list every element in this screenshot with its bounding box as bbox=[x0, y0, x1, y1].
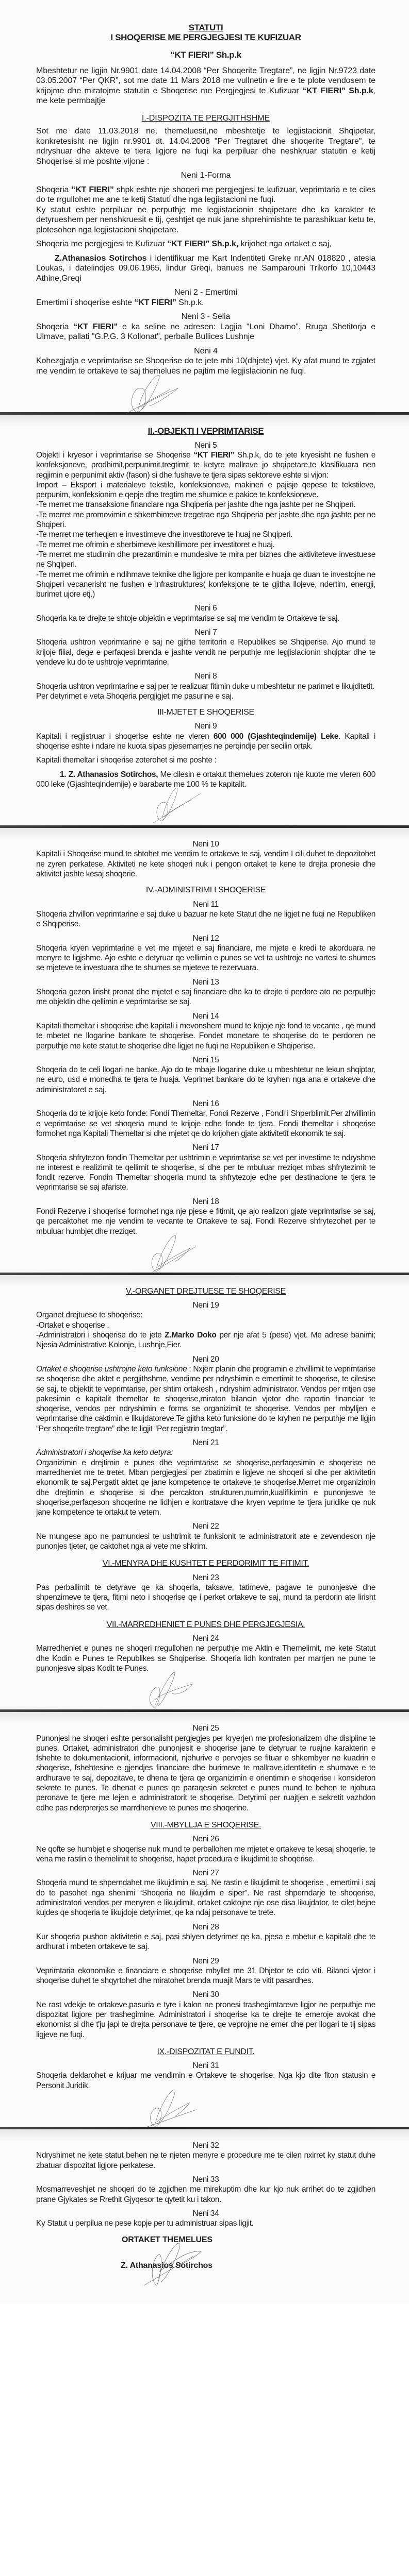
text: Ortaket e shoqerise ushtrojne keto funksione bbox=[36, 1364, 187, 1374]
paragraph: Shoqeria deklarohet e krijuar me vendimin e Ortakeve te shoqerise. Nga kjo dite fiton statusin e Personit Juridik. bbox=[36, 2071, 375, 2090]
paragraph bbox=[36, 732, 375, 752]
text: Me cilesin e ortakut themelues zoteron nje kuote me vleren 600 000 leke (Gjashteqindemije) e barabarte me 100 % te kapitalit. bbox=[36, 770, 375, 789]
article-title: Neni 25 bbox=[192, 1724, 219, 1733]
paragraph: Shoqeria ka te drejte te shtoje objektin e veprimtarise se saj me vendim te Ortakeve te saj. bbox=[36, 614, 340, 623]
paragraph bbox=[36, 1364, 375, 1434]
company-ref: “KT FIERI” bbox=[193, 450, 235, 460]
text: Objekti i kryesor i veprimtarise se Shoqerise bbox=[36, 450, 194, 460]
article-title: Neni 6 bbox=[194, 604, 217, 613]
article-title: Neni 23 bbox=[192, 1573, 219, 1582]
text: shpk eshte nje shoqeri me pergjegjesi te kufizuar, veprimtaria e te ciles do te rrgullohet me ane te ketij Statuti dhe nga legjistacioni ne fuqi. bbox=[36, 185, 376, 205]
article-title: Neni 8 bbox=[194, 672, 217, 681]
paragraph: Import – Eksport i materialeve tekstile, konfeksioneve, makineri e pajisje qepese te tekstileve, perpunim, konfeksionim e qepje dhe tregtim me shumice e pakice te konfeksioneve. bbox=[36, 480, 375, 500]
text: Shoqeria bbox=[36, 322, 74, 331]
page-shadow bbox=[0, 2129, 409, 2141]
page-shadow bbox=[0, 1275, 409, 1286]
signature-image bbox=[146, 786, 208, 823]
article-title: Neni 16 bbox=[192, 1099, 219, 1109]
paragraph: Administratori i shoqerise ka keto detyra: bbox=[36, 1448, 173, 1458]
article-title: Neni 27 bbox=[192, 1869, 219, 1878]
paragraph: Organizimin e drejtimin e punes dhe veprimtarise se shoqerise,perfaqesimin e shoqerise ne marredheniet me te tretet. Mban pergjegjesi per zbatimin e ligjeve ne shoqeri si dhe per aktivitetin ekonomik te saj.Pergatit aktet qe jane kompetence te ortakeve te shoqerise.Merret me organizimin dhe drejtimin e shoqerise si dhe percakton strukturen,numrin,kualifikimin e punonjesve te shoqerise,perfaqeson shoqerine ne lidhjen e kontratave dhe kryen veprime te tjera juridike qe nuk jane kompetence te ortakut te vetem. bbox=[36, 1458, 375, 1517]
shareholder-name: 1. Z. Athanasios Sotirchos, bbox=[60, 770, 158, 779]
signature-image bbox=[143, 1233, 200, 1274]
article-title: Neni 12 bbox=[192, 934, 219, 943]
paragraph: Ne rast vdekje te ortakeve,pasuria e tyre i kalon ne pronesi trashegimtareve ligjor ne perputhje me dispozitat ligjore per trashegimine. Administratori i shoqerise ka te drejte te emeroje avokat dhe ekonomist si dhe t'ju japi te drejta personave te tjere, qe veprojne ne emer dhe per llogari te tij sipas ligjeve ne fuqi. bbox=[36, 2000, 375, 2039]
company-ref: “KT FIERI” bbox=[71, 185, 114, 194]
text: Sh.p.k, do te jete kryesisht ne fushen e konfeksjoneve, prodhimit,perpunimit,tregtimit te ketyre mallrave jo shqipetare,te klasifikuara nen regjimin e perpunimit aktiv (fason) si dhe fushave te tjera sipas sektoreve eshte si vijon: bbox=[36, 450, 375, 480]
text: Emertimi i shoqerise eshte bbox=[36, 298, 135, 307]
paragraph bbox=[36, 239, 375, 249]
text: per nje afat 5 (pese) vjet. Me adrese banimi; Njesia Administrative Kolonje, Lushnje,Fier. bbox=[36, 1331, 375, 1350]
list-item: -Te merret me promovimin e shkembimeve tregetrae nga Shqiperia per jashte dhe nga jashte per ne Shqiperi. bbox=[36, 510, 375, 530]
paragraph: Kur shoqeria pushon aktivitetin e saj, pasi shlyen detyrimet qe ka, pjesa e mbetur e kapitalit dhe te ardhurat i mbeten ortakeve te saj. bbox=[36, 1932, 375, 1952]
article-title: Neni 30 bbox=[192, 1990, 219, 1999]
paragraph bbox=[36, 1330, 375, 1350]
text: e ka seline ne adresen: Lagjia "Loni Dhamo", Rruga Shetitorja e Ulmave, pallati "G.P.G. 3 Kollonat", perballe Bullices Lushnje bbox=[36, 322, 375, 342]
page-shadow bbox=[0, 415, 409, 426]
paragraph: Kohezgjatja e veprimtarise se Shoqerise do te jete mbi 10(dhjete) vjet. Ky afat mund te zgjatet me vendim te ortakeve te saj themelues ne pajtim me legjislacionin ne fuqi. bbox=[36, 357, 375, 376]
text: krijohet nga ortaket e saj, bbox=[238, 240, 332, 249]
article-title: Neni 28 bbox=[192, 1922, 219, 1931]
paragraph: Veprimtaria ekonomike e financiare e shoqerise mbyllet me 31 Dhjetor te cdo viti. Bilanci vjetor i shoqerise duhet te shqyrtohet dhe miratohet brenda muajit Mars te vitit pasardhes. bbox=[36, 1966, 375, 1986]
text: : Nxjerr planin dhe programin e zhvillimit te veprimtarise se shoqerise dhe aktet e pergjithshme, vendime per ndryshimin e emertimit te shoqerise, te cilesise se saj, te objektit te veprimtarise, per shtim ortakesh , ndryshim administrator. Vendos per rritjen ose pakesimin e kapitalit themeltar te shoqerise,miraton bilancin vjetor dhe raportin financiar te shoqerise, vendos per ndryshimin e forms se organizimit te shoqerise. Vendos per mbylljen e veprimtarise dhe caktimin e likujdatoreve.Te gjitha keto funksione do te kryhen ne perputhje me ligjin “Per shoqerite tregtare” dhe te ligjit “Per regjistrin tregtar”. bbox=[36, 1364, 375, 1433]
article-title: Neni 13 bbox=[192, 977, 219, 987]
paragraph: Per detyrimet e veta Shoqeria pergjigjet me pasurine e saj. bbox=[36, 691, 234, 701]
list-item: -Te merret me transaksione financiare nga Shqiperia per jashte dhe nga jashte per ne Shqiperi. bbox=[36, 500, 356, 510]
section-heading: I.-DISPOZITA TE PERGJITHSHME bbox=[141, 113, 270, 123]
signature-image bbox=[141, 2088, 200, 2129]
intro-paragraph bbox=[36, 66, 375, 106]
section-heading: VIII.-MBYLLJA E SHOQERISE. bbox=[150, 1820, 261, 1829]
paragraph: Shoqeria zhvillon veprimtarine e saj duke u bazuar ne kete Statut dhe ne ligjet ne fuqi ne Republiken e Shqiperise. bbox=[36, 909, 375, 929]
section-heading: III-MJETET E SHOQERISE bbox=[157, 708, 254, 717]
paragraph: Ky Statut u perpilua ne pese kopje per tu administruar sipas ligjit. bbox=[36, 2219, 254, 2228]
section-heading: IX.-DISPOZITAT E FUNDIT. bbox=[157, 2047, 255, 2056]
list-item: -Te merret me terheqjen e investimeve dhe investitoreve te huaj ne Shqiperi. bbox=[36, 530, 293, 539]
article-title: Neni 34 bbox=[192, 2209, 219, 2218]
text: -Administratori i shoqerise do te jete bbox=[36, 1331, 165, 1340]
signature-heading: ORTAKET THEMELUES bbox=[122, 2235, 212, 2245]
article-title: Neni 3 - Selia bbox=[181, 312, 231, 321]
article-title: Neni 1-Forma bbox=[181, 171, 231, 180]
text: Kapitali i regjistruar i shoqerise eshte ne vleren bbox=[36, 732, 214, 741]
article-title: Neni 7 bbox=[194, 628, 217, 637]
list-item: -Te merret me studimin dhe prezantimin e mundesive te mira per biznes dhe aktiviteteve investuese ne Shqiperi. bbox=[36, 550, 375, 569]
section-heading: II.-OBJEKTI I VEPRIMTARISE bbox=[148, 426, 264, 436]
paragraph: Shoqeria ushtron veprimtarine e saj ne gjithe territorin e Republikes se Shqiperise. Ajo mund te krijoje filial, dege e perfaqesi brenda e jashte vendit ne perputhje me legjislacionin shqiptar dhe te vendeve ku do te ushtroje veprimtarine. bbox=[36, 638, 375, 667]
paragraph: Fondi Rezerve i shoqerise formohet nga nje pjese e fitimit, qe ajo realizon gjate veprimtarise se saj, qe percaktohet me nje vendim te vecante te Ortakeve te saj. Fondi Rezerve shfrytezohet per te mbuluar humbjet dhe rreziqet. bbox=[36, 1207, 375, 1236]
article-title: Neni 32 bbox=[192, 2141, 219, 2150]
article-title: Neni 20 bbox=[192, 1354, 219, 1364]
company-name: “KT FIERI” Sh.p.k bbox=[170, 49, 241, 60]
article-title: Neni 24 bbox=[192, 1634, 219, 1643]
article-title: Neni 21 bbox=[192, 1438, 219, 1448]
paragraph: Kapitali themeltar i shoqerise dhe kapitali i mevonshem mund te krijoje nje fond te vecante , qe mund te mbetet ne llogarine bankare te shoqerise. Fondet monetare te shoqerise do te perdoren ne perputhje me kete statut te shoqerise dhe ligjet ne fuqi ne Republiken e Shqiperise. bbox=[36, 1021, 375, 1050]
article-title: Neni 31 bbox=[192, 2061, 219, 2071]
paragraph: Shoqeria mund te shperndahet me likujdimin e saj. Ne rastin e likujdimit te shoqerise , emertimi i saj do te pasohet nga shenimi “Shoqeria ne likujdim e siper”. Ne rast shperndarje te shoqerise, administratori vendos per menyren e likujdimit, ortaket caktojne nje ose disa likujdator, te cilet bejne kujdes qe shoqeria te likujdoje detyrimet, qe ka ndaj personave te trete. bbox=[36, 1878, 375, 1918]
article-title: Neni 18 bbox=[192, 1197, 219, 1206]
text: Shoqeria bbox=[36, 185, 72, 194]
article-title: Neni 29 bbox=[192, 1956, 219, 1965]
paragraph: Sot me date 11.03.2018 ne, themeluesit,ne mbeshtetje te legjistacionit Shqipetar, konkretesisht ne ligjin nr.9901 dt. 14.04.2008 "Per Tregtaret dhe shoqerite Tregtare", te ndryshuar dhe akteve te tiera ligjore ne fuqi ka perpiluar dhe neshkruar statutin e ketij Shoqerise si me poshte vijone : bbox=[36, 127, 375, 166]
text: , me kete permbajtje bbox=[36, 86, 375, 106]
paragraph bbox=[36, 185, 375, 205]
text: Shoqeria me pergjegjesi te Kufizuar bbox=[36, 240, 168, 249]
paragraph: Shoqeria kryen veprimtarine e vet me mjetet e saj financiare, me mjete e kredi te akorduara ne menyre te ligjshme. Ajo eshte e detyruar qe vellimin e punes se vet ta ushtroje ne vartesi te shumes se mjeteve te investuara dhe te shumes se mjeteve te rezervuara. bbox=[36, 943, 375, 973]
page-shadow bbox=[0, 1712, 409, 1723]
paragraph: Punonjesi ne shoqeri eshte personalisht pergjegjes per kryerjen me profesionalizem dhe disipline te punes. Ortaket, administratori dhe punonjesit e shoqerise jane te detyruar te ruajne karakterin e fshehte te dokumentacionit, informacionit, njohurive e pervojes se fituar e shkembyer ne kuadrin e shoqerise, fshehtesine e gjendjes financiare dhe burimeve te mallrave,identitetin e shumave e te ardhurave te saj, depozitave, te dhena te tjera qe organizimin e orientimin e shoqerise i konsideron sekrete te punes. Te dhenat e punes qe paraqesin sekretet e punes mund te behen te njohura peronave te tjere me lejen e administratorit te shoqerise. Detyrimi per ruajtjen e sekretit vazhdon edhe pas nderprerjes se marrdhenieve te punes me shoqerine. bbox=[36, 1734, 375, 1812]
signature-block bbox=[36, 2235, 375, 2292]
text: i identifikuar me Kart Indentiteti Greke nr.AN 018820 , atesia Loukas, i datelindjes 09.06.1965, lindur Greqi, banues ne Samparouni Trikorfo 10,10443 Athine,Greqi bbox=[36, 253, 375, 283]
section-heading: VI.-MENYRA DHE KUSHTET E PERDORIMIT TE FITIMIT. bbox=[102, 1559, 309, 1568]
paragraph: Marredheniet e punes ne shoqeri rregullohen ne perputhje me Aktin e Themelimit, me kete Statut dhe Kodin e Punes te Republikes se Shqiperise. Shoqeria lidh kontraten per marrjen ne pune te punonjesve sipas Kodit te Punes. bbox=[36, 1644, 375, 1673]
article-title: Neni 4 bbox=[194, 346, 218, 355]
article-title: Neni 11 bbox=[193, 900, 219, 909]
text: Mbeshtetur ne ligjin Nr.9901 date 14.04.2008 “Per Shoqerite Tregtare”, ne ligjin Nr.9723 date 03.05.2007 “Per QKR”, sot me date 11 Mars 2018 me vullnetin e lire e te plote vendosem te krijojme dhe miratojme statutin e Shoqerise me Pergjegjesi te Kufizuar bbox=[36, 66, 375, 95]
article-title: Neni 5 bbox=[194, 440, 217, 450]
signatory-name: Z. Athanasios Sotirchos bbox=[121, 2261, 212, 2270]
company-ref: “KT FIERI” Sh.p.k bbox=[302, 86, 373, 95]
document-title: STATUTI bbox=[188, 23, 223, 32]
signature-area bbox=[36, 2091, 375, 2124]
paragraph: Mosmarreveshjet ne shoqeri do te zgjidhen me mirekuptim dhe kur kjo nuk arrihet do te zgjidhen prane Gjykates se Rrethit Gjyqesor te qytetit ku i takon. bbox=[36, 2185, 375, 2204]
signature-area bbox=[36, 1673, 375, 1706]
paragraph: -Ortaket e shoqerise . bbox=[36, 1320, 109, 1330]
section-heading: VII.-MARREDHENIET E PUNES DHE PERGJEGJESIA. bbox=[106, 1620, 305, 1629]
article-title: Neni 26 bbox=[192, 1835, 219, 1844]
company-ref: “KT FIERI” bbox=[73, 322, 118, 331]
signature-image bbox=[124, 373, 181, 414]
article-title: Neni 9 bbox=[194, 722, 217, 731]
paragraph: Shoqeria do te krijoje keto fonde: Fondi Themeltar, Fondi Rezerve , Fondi i Shperblimit.Per zhvillimin e veprimtarise se vet shoqeria mund te krijoje edhe fonde te tjera. Fondi themeltar i shoqerise formohet nga Kapitali Themeltar si dhe mjetet qe do krijohen gjate aktivitetit ekonomik te saj. bbox=[36, 1109, 375, 1138]
signature-area bbox=[36, 789, 375, 822]
article-title: Neni 10 bbox=[192, 840, 219, 849]
paragraph: Shoqeria gezon lirisht pronat dhe mjetet e saj financiare dhe ka te drejte ti perdore ato ne perputhje me objektin dhe qellimin e veprimtarise se saj. bbox=[36, 988, 375, 1007]
paragraph: Ne qofte se humbjet e shoqerise nuk mund te perballohen me mjetet e ortakeve te kesaj shoqerie, te vena me rastin e themelimit te shoqerise, hapet procedura e likujdimit te shoqerise. bbox=[36, 1844, 375, 1863]
signature-area bbox=[36, 376, 375, 409]
article-title: Neni 14 bbox=[192, 1011, 219, 1021]
company-ref: “KT FIERI” bbox=[134, 298, 176, 307]
paragraph: Ne mungese apo ne pamundesi te ushtrimit te funksionit te administratorit ate e zevendeson nje punonjes tjeter, qe caktohet nga ai vete me shkrim. bbox=[36, 1532, 375, 1551]
paragraph: Shoqeria shfrytezon fondin Themeltar per ushtrimin e veprimtarise se vet per investime te ndryshme ne interest e realizimit te qellimit te shoqerise, si dhe per te mbuluar rreziqet mbas shfrytezimit te fondit rezerve. Fondin Themeltar shoqeria mund ta shfrytezoje edhe per destinacione te tjera te veprimtarise se saj afariste. bbox=[36, 1153, 375, 1192]
article-title: Neni 17 bbox=[192, 1143, 219, 1153]
paragraph: Kapitali themeltar i shoqerise zoterohet si me poshte : bbox=[36, 756, 217, 765]
capital-amount: 600 000 (Gjashteqindemije) Leke bbox=[213, 732, 338, 741]
text: . Kapitali i shoqerise eshte i ndare ne kuota sipas pjesemarrjes ne perqindje per secilin ortak. bbox=[36, 732, 375, 751]
paragraph: Ndryshimet ne kete statut behen ne te njeten menyre e procedure me te cilen nxirret ky statut duhe zbatuar dispozitat ligjore perkatese. bbox=[36, 2151, 375, 2170]
section-heading: IV.-ADMINISTRIMI I SHOQERISE bbox=[145, 886, 266, 895]
signature-area bbox=[36, 1236, 375, 1269]
list-item: -Te merret me ofrimin e sherbimeve keshillimore per investitoret e huaj. bbox=[36, 540, 275, 549]
paragraph bbox=[36, 298, 375, 308]
paragraph: Shoqeria ushtron veprimtarine e saj per te realizuar fitimin duke u mbeshtetur ne parimet e likujditetit. bbox=[36, 682, 374, 691]
article-title: Neni 33 bbox=[192, 2175, 219, 2184]
article-title: Neni 2 - Emertimi bbox=[174, 288, 237, 297]
page-shadow bbox=[0, 828, 409, 839]
company-ref: “KT FIERI” Sh.p.k, bbox=[167, 240, 239, 249]
article-title: Neni 22 bbox=[192, 1522, 219, 1531]
document-subtitle: I SHOQERISE ME PERGJEGJESI TE KUFIZUAR bbox=[110, 32, 301, 43]
article-title: Neni 19 bbox=[192, 1301, 219, 1310]
section-heading: V.-ORGANET DREJTUESE TE SHOQERISE bbox=[125, 1286, 286, 1296]
paragraph: Shoqeria do te celi llogari ne banke. Ajo do te mbaje llogarine duke u mbeshtetur ne lekun shqiptar, ne euro, usd e monedha te tjera te huaja. Veprimet bankare do te kryhen nga ana e ortakeve dhe administratoret e saj. bbox=[36, 1065, 375, 1094]
paragraph: Pas perballimit te detyrave qe ka shoqeria, taksave, tatimeve, pagave te punonjesve dhe shpenzimeve te tjera, fitimi neto i shoqerise qe i perket ortakeve te saj, mund ta perdorin ate lirisht sipas deshires se vet. bbox=[36, 1583, 375, 1612]
signature-image bbox=[141, 2235, 203, 2292]
paragraph bbox=[36, 450, 375, 480]
paragraph bbox=[36, 322, 375, 342]
founder-paragraph bbox=[36, 253, 375, 284]
paragraph: Kapitali i Shoqerise mund te shtohet me vendim te ortakeve te saj, vendim I cili duhet te depozitohet ne zyren perkatese. Aktiviteti ne kete shoqeri nuk i pengon ortaket te kene te drejta pronesie dhe aktivitet jashte kesaj shoqerie. bbox=[36, 850, 375, 879]
list-item: -Te merret me ofrimin e ndihmave teknike dhe ligjore per kompanite e huaja qe duan te investojne ne Shqiperi vecanerisht ne fushen e infrastruktures( konfeksjone te te gjitha llojeve, ndertim, energji, burimet ujore etj.) bbox=[36, 570, 375, 599]
text: Sh.p.k. bbox=[176, 298, 204, 307]
founder-name: Z.Athanasios Sotirchos bbox=[55, 253, 147, 263]
paragraph: Organet drejtuese te shoqerise: bbox=[36, 1311, 143, 1320]
paragraph: Ky statut eshte perpiluar ne perputhje me legjistacionin shqipetare dhe ka karakter te detyrueshem per nenshkruesit e tij, çeshtjet qe nuk jane shprehimishte te parashikuar ketu te, plotesohen nga legjistacioni shqipetare. bbox=[36, 205, 375, 234]
article-title: Neni 15 bbox=[192, 1055, 219, 1064]
administrator-name: Z.Marko Doko bbox=[165, 1331, 217, 1340]
signature-image bbox=[141, 1670, 198, 1711]
